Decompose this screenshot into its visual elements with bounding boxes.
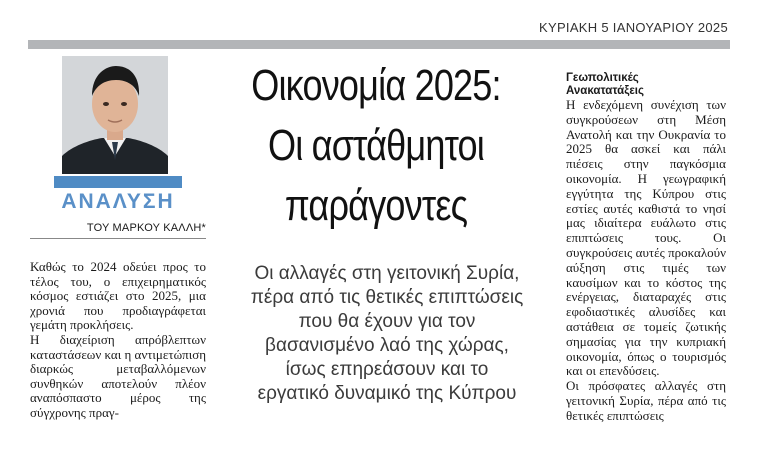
title-line-3: παράγοντες xyxy=(284,181,468,230)
header-rule xyxy=(28,40,730,49)
author-byline: ΤΟΥ ΜΑΡΚΟΥ ΚΑΛΛΗ* xyxy=(86,222,206,234)
right-column xyxy=(566,72,726,424)
column-label: ΑΝΑΛΥΣΗ xyxy=(61,190,175,213)
title-line-1: Οικονομία 2025: xyxy=(251,61,501,110)
title-line-2: Οι αστάθμητοι xyxy=(268,121,484,170)
article-subtitle: Οι αλλαγές στη γειτονική Συρία, πέρα από τις θετικές επιπτώσεις που θα έχουν για τον βασανισμένο λαό της χώρας, ίσως επηρεάσουν και το εργατικό δυναμικό της Κύπρου xyxy=(250,263,524,404)
right-paragraph-2: Οι πρόσφατες αλλαγές στη γειτονική Συρία, πέρα από τις θετικές επιπτώσεις xyxy=(566,378,726,423)
issue-date: ΚΥΡΙΑΚΗ 5 ΙΑΝΟΥΑΡΙΟΥ 2025 xyxy=(539,20,728,35)
left-paragraph-1: Καθώς το 2024 οδεύει προς το τέλος του, ο επιχειρηματικός κόσμος εστιάζει στο 2025, μια χρονιά που προδιαγράφεται γεμάτη προκλήσεις. xyxy=(30,259,206,333)
byline-rule xyxy=(30,238,206,239)
right-paragraph-1: Η ενδεχόμενη συνέχιση των συγκρούσεων στη Μέση Ανατολή και την Ουκρανία το 2025 θα ασκεί και πάλι πιέσεις στην παγκόσμια οικονομία. Η γεωγραφική εγγύτητα της Κύπρου στις εστίες αυτές καθιστά το νησί μας ιδιαίτερα ευάλωτο στις επιπτώσεις τους. Οι συγκρούσεις αυτές προκαλούν αύξηση στις τιμές των καυσίμων και το κόστος της ενέργειας, διαταραχές στις εφοδιαστικές αλυσίδες και αστάθεια σε τομείς ζωτικής σημασίας για την κυπριακή οικονομία, όπως ο τουρισμός και οι επενδύσεις. xyxy=(566,97,726,379)
author-photo xyxy=(62,56,168,174)
left-paragraph-2: Η διαχείριση απρόβλεπτων καταστάσεων και η αντιμετώπιση διαρκώς μεταβαλλόμενων συνθηκών αποτελούν πλέον αναπόσπαστο μέρος της σύγχρονης πραγ- xyxy=(30,331,207,420)
right-subheading xyxy=(566,72,726,98)
column-label-bar xyxy=(54,176,182,188)
article-title xyxy=(232,56,521,236)
left-column xyxy=(30,260,206,421)
right-subheading-line-2: Ανακατατάξεις xyxy=(566,85,644,97)
right-subheading-line-1: Γεωπολιτικές xyxy=(566,72,639,84)
